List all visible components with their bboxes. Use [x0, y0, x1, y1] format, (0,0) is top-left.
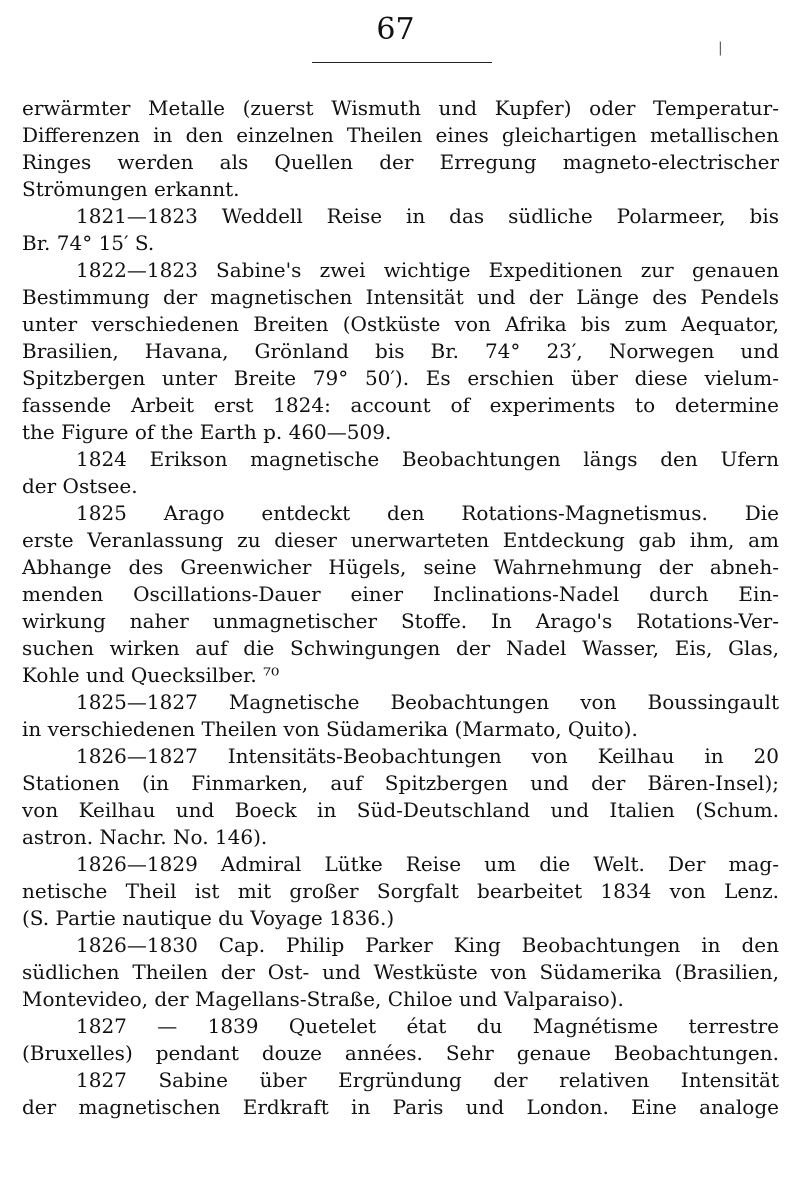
text-line: 1826—1830 Cap. Philip Parker King Beobachtungen in den: [76, 933, 779, 957]
text-line: 1822—1823 Sabine's zwei wichtige Expeditionen zur genauen: [76, 258, 779, 282]
text-line: von Keilhau und Boeck in Süd-Deutschland und Italien (Schum.: [22, 798, 779, 822]
text-line: 1826—1827 Intensitäts-Beobachtungen von Keilhau in 20: [76, 744, 779, 768]
text-line: der magnetischen Erdkraft in Paris und London. Eine analoge: [22, 1095, 779, 1119]
text-line: (Bruxelles) pendant douze années. Sehr genaue Beobachtungen.: [22, 1041, 779, 1065]
text-line: Br. 74° 15′ S.: [22, 231, 155, 255]
text-line: 1827 Sabine über Ergründung der relativen Intensität: [76, 1068, 779, 1092]
text-line: Strömungen erkannt.: [22, 177, 240, 201]
text-line: wirkung naher unmagnetischer Stoffe. In Arago's Rotations-Ver-: [22, 609, 779, 633]
text-line: in verschiedenen Theilen von Südamerika (Marmato, Quito).: [22, 717, 638, 741]
text-line: Kohle und Quecksilber. ⁷⁰: [22, 663, 280, 687]
text-line: Stationen (in Finmarken, auf Spitzbergen und der Bären-Insel);: [22, 771, 779, 795]
text-line: the Figure of the Earth p. 460—509.: [22, 420, 392, 444]
text-line: unter verschiedenen Breiten (Ostküste von Afrika bis zum Aequator,: [22, 312, 779, 336]
text-line: 1826—1829 Admiral Lütke Reise um die Welt. Der mag-: [76, 852, 779, 876]
text-line: Montevideo, der Magellans-Straße, Chiloe und Valparaiso).: [22, 987, 624, 1011]
text-line: Bestimmung der magnetischen Intensität und der Länge des Pendels: [22, 285, 779, 309]
text-line: Brasilien, Havana, Grönland bis Br. 74° 23′, Norwegen und: [22, 339, 779, 363]
page-number: 67: [376, 12, 415, 47]
text-line: 1821—1823 Weddell Reise in das südliche Polarmeer, bis: [76, 204, 779, 228]
text-line: erwärmter Metalle (zuerst Wismuth und Kupfer) oder Temperatur-: [22, 96, 779, 120]
margin-mark: |: [718, 40, 723, 56]
text-line: 1827 — 1839 Quetelet état du Magnétisme terrestre: [76, 1014, 779, 1038]
text-line: Abhange des Greenwicher Hügels, seine Wahrnehmung der abneh-: [22, 555, 779, 579]
text-line: Differenzen in den einzelnen Theilen eines gleichartigen metallischen: [22, 123, 779, 147]
text-line: der Ostsee.: [22, 474, 138, 498]
text-line: suchen wirken auf die Schwingungen der Nadel Wasser, Eis, Glas,: [22, 636, 779, 660]
text-line: 1825 Arago entdeckt den Rotations-Magnetismus. Die: [76, 501, 779, 525]
text-line: (S. Partie nautique du Voyage 1836.): [22, 906, 395, 930]
text-line: 1825—1827 Magnetische Beobachtungen von Boussingault: [76, 690, 779, 714]
text-line: fassende Arbeit erst 1824: account of experiments to determine: [22, 393, 779, 417]
text-line: südlichen Theilen der Ost- und Westküste von Südamerika (Brasilien,: [22, 960, 779, 984]
text-line: astron. Nachr. No. 146).: [22, 825, 268, 849]
header-rule: [312, 62, 492, 63]
text-line: menden Oscillations-Dauer einer Inclinations-Nadel durch Ein-: [22, 582, 779, 606]
text-line: netische Theil ist mit großer Sorgfalt bearbeitet 1834 von Lenz.: [22, 879, 779, 903]
body-text: [22, 95, 779, 1121]
text-line: Ringes werden als Quellen der Erregung magneto-electrischer: [22, 150, 779, 174]
text-line: Spitzbergen unter Breite 79° 50′). Es erschien über diese vielum-: [22, 366, 779, 390]
text-line: erste Veranlassung zu dieser unerwarteten Entdeckung gab ihm, am: [22, 528, 779, 552]
text-line: 1824 Erikson magnetische Beobachtungen längs den Ufern: [76, 447, 779, 471]
